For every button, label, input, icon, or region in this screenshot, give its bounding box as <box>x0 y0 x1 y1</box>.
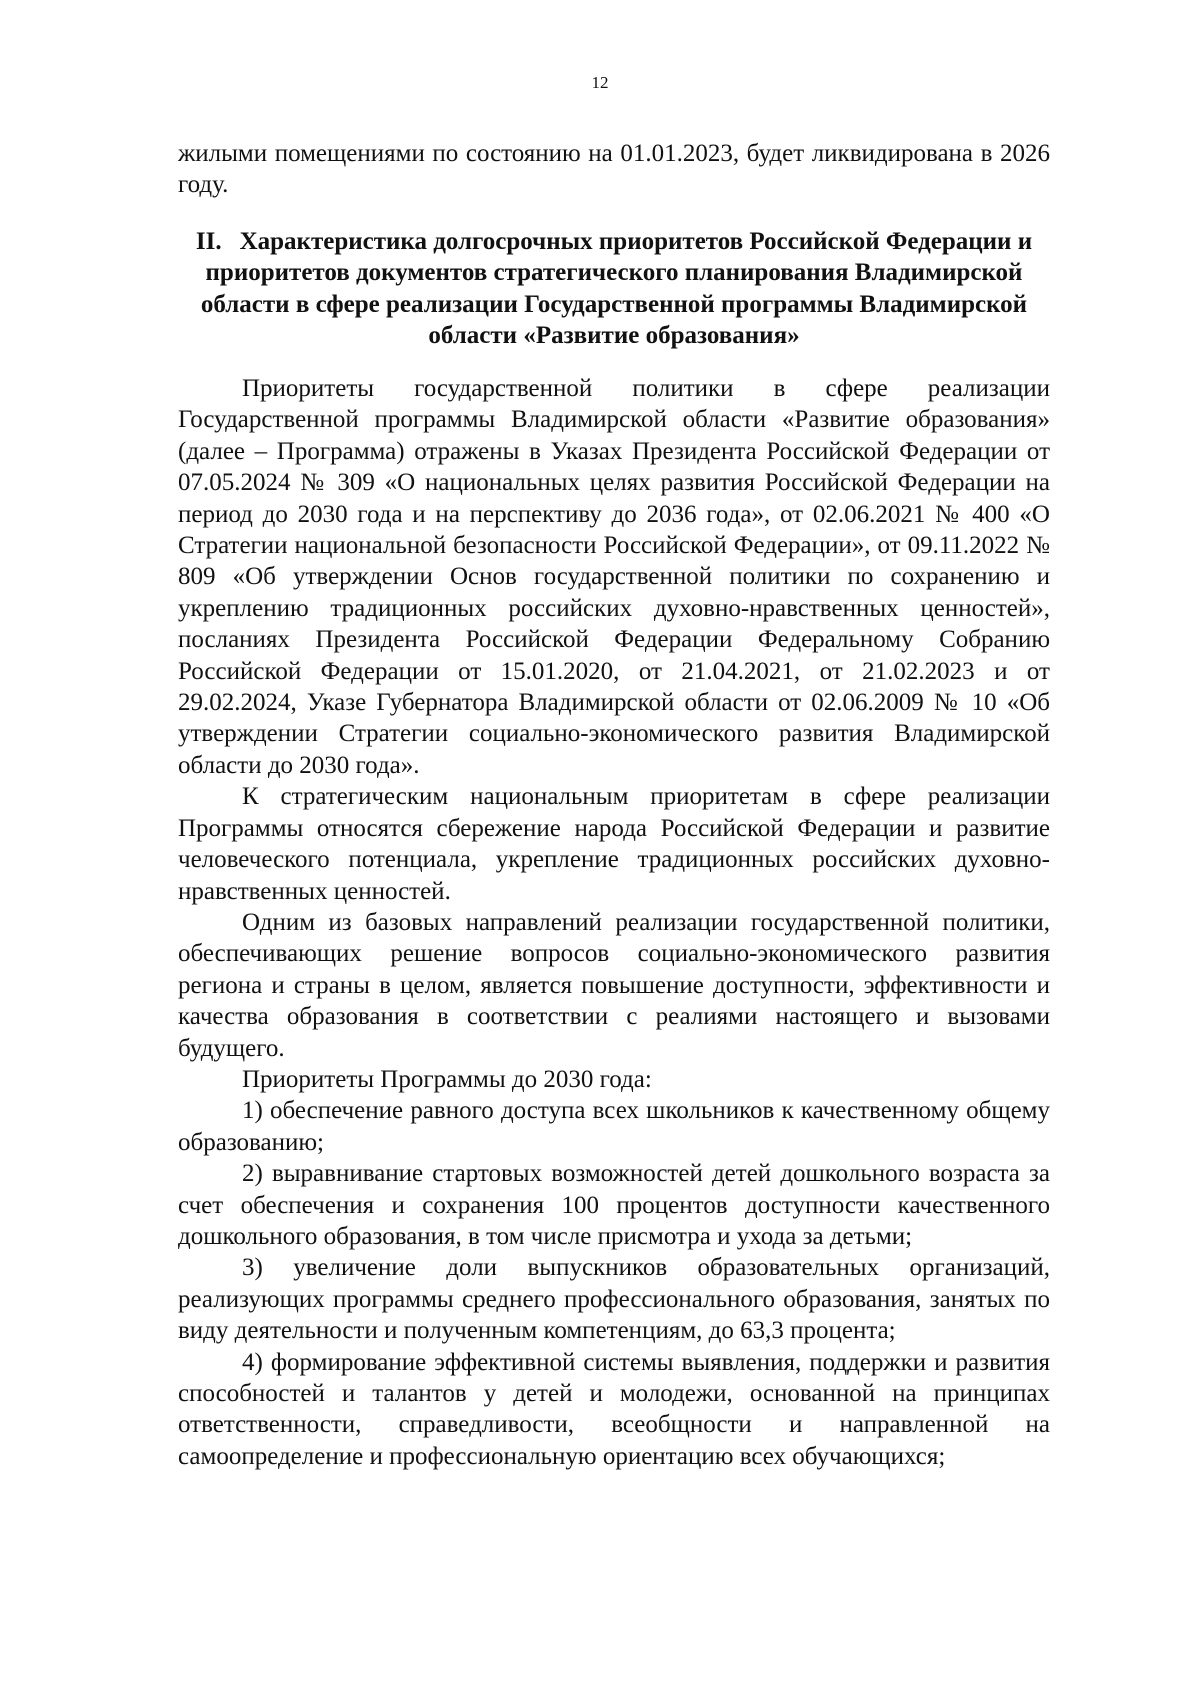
continuation-text <box>178 138 1050 201</box>
paragraph-basic-directions: Одним из базовых направлений реализации государственной политики, обеспечивающих решение вопросов социально-экономического развития региона и страны в целом, является повышение доступности, эффективности и качества образования в соответствии с реалиями настоящего и вызовами будущего. <box>178 908 1050 1062</box>
list-item-3: 3) увеличение доли выпускников образовательных организаций, реализующих программы среднего профессионального образования, занятых по виду деятельности и полученным компетенциям, до 63,3 процента; <box>178 1254 1050 1345</box>
list-item-1: 1) обеспечение равного доступа всех школьников к качественному общему образованию; <box>178 1097 1050 1156</box>
section-number: II. <box>195 228 222 255</box>
section-body <box>178 373 1050 1472</box>
section-heading <box>178 226 1050 352</box>
section-title: Характеристика долгосрочных приоритетов Российской Федерации и приоритетов документов стратегического планирования Владимирской области в сфере реализации Государственной программы Владимирской области «Развитие образования» <box>200 228 1033 350</box>
paragraph-priorities-intro: Приоритеты Программы до 2030 года: <box>242 1065 652 1093</box>
list-item-4: 4) формирование эффективной системы выявления, поддержки и развития способностей и талантов у детей и молодежи, основанной на принципах ответственности, справедливости, всеобщности и направленной на самоопределение и профессиональную ориентацию всех обучающихся; <box>178 1348 1050 1470</box>
continuation-paragraph: жилыми помещениями по состоянию на 01.01.2023, будет ликвидирована в 2026 году. <box>178 140 1050 199</box>
list-item-2: 2) выравнивание стартовых возможностей детей дошкольного возраста за счет обеспечения и сохранения 100 процентов доступности качественного дошкольного образования, в том числе присмотра и ухода за детьми; <box>178 1160 1050 1250</box>
page-number: 12 <box>591 73 609 92</box>
paragraph-priorities-decrees: Приоритеты государственной политики в сфере реализации Государственной программы Владимирской области «Развитие образования» (далее – Программа) отражены в Указах Президента Российской Федерации от 07.05.2024 № 309 «О национальных целях развития Российской Федерации на период до 2030 года и на перспективу до 2036 года», от 02.06.2021 № 400 «О Стратегии национальной безопасности Российской Федерации», от 09.11.2022 № 809 «Об утверждении Основ государственной политики по сохранению и укреплению традиционных российских духовно-нравственных ценностей», посланиях Президента Российской Федерации Федеральному Собранию Российской Федерации от 15.01.2020, от 21.04.2021, от 21.02.2023 и от 29.02.2024, Указе Губернатора Владимирской области от 02.06.2009 № 10 «Об утверждении Стратегии социально-экономического развития Владимирской области до 2030 года». <box>178 375 1050 779</box>
paragraph-national-priorities: К стратегическим национальным приоритетам в сфере реализации Программы относятся сбережение народа Российской Федерации и развитие человеческого потенциала, укрепление традиционных российских духовно-нравственных ценностей. <box>178 783 1050 905</box>
